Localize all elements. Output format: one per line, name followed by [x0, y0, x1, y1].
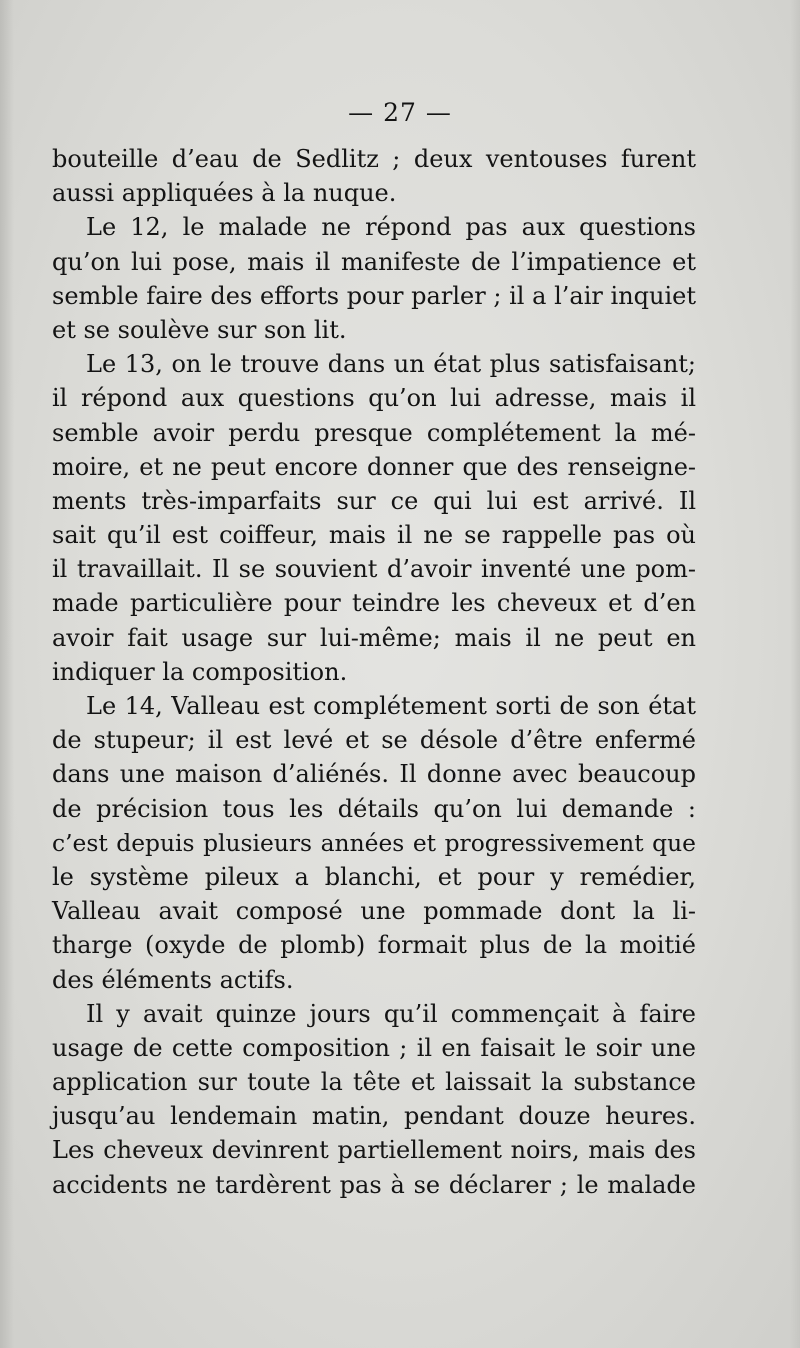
- paragraph-first-line: Il y avait quinze jours qu’il commençait à faire: [86, 999, 696, 1028]
- text-line: semble faire des efforts pour parler ; il a l’air inquiet: [52, 281, 696, 310]
- text-line: semble avoir perdu presque complétement la mé-: [52, 418, 696, 447]
- paragraph-first-line: Le 14, Valleau est complétement sorti de son état: [86, 692, 696, 720]
- text-line: indiquer la composition.: [52, 657, 348, 686]
- text-line: Les cheveux devinrent partiellement noirs, mais des: [52, 1136, 696, 1165]
- body-text: [52, 142, 696, 1202]
- text-line: usage de cette composition ; il en faisait le soir une: [52, 1033, 696, 1062]
- text-line: de précision tous les détails qu’on lui demande :: [52, 794, 696, 823]
- text-line: jusqu’au lendemain matin, pendant douze heures.: [52, 1102, 696, 1131]
- text-line: made particulière pour teindre les cheveux et d’en: [52, 589, 696, 618]
- text-line: qu’on lui pose, mais il manifeste de l’impatience et: [52, 247, 696, 276]
- text-line: et se soulève sur son lit.: [52, 315, 347, 344]
- text-line: Valleau avait composé une pommade dont la li-: [52, 897, 696, 926]
- text-line: ments très-imparfaits sur ce qui lui est arrivé. Il: [52, 486, 696, 515]
- paragraph-first-line: Le 13, on le trouve dans un état plus satisfaisant;: [86, 350, 696, 379]
- page-edge-shadow-right: [790, 0, 800, 1348]
- text-line: application sur toute la tête et laissait la substance: [52, 1068, 696, 1097]
- text-line: bouteille d’eau de Sedlitz ; deux ventouses furent: [52, 145, 696, 173]
- text-line: accidents ne tardèrent pas à se déclarer ; le malade: [52, 1170, 696, 1199]
- text-line: aussi appliquées à la nuque.: [52, 179, 397, 208]
- paragraph-first-line: Le 12, le malade ne répond pas aux questions: [86, 213, 696, 242]
- text-line: sait qu’il est coiffeur, mais il ne se rappelle pas où: [52, 521, 696, 550]
- text-line: il répond aux questions qu’on lui adresse, mais il: [52, 384, 696, 413]
- text-line: le système pileux a blanchi, et pour y remédier,: [52, 862, 696, 891]
- text-line: de stupeur; il est levé et se désole d’être enfermé: [52, 726, 696, 755]
- text-line: dans une maison d’aliénés. Il donne avec beaucoup: [52, 760, 696, 789]
- text-line: moire, et ne peut encore donner que des renseigne-: [52, 452, 696, 481]
- text-line: c’est depuis plusieurs années et progressivement que: [52, 828, 696, 857]
- page-edge-shadow-left: [0, 0, 14, 1348]
- text-line: des éléments actifs.: [52, 965, 294, 994]
- text-line: tharge (oxyde de plomb) formait plus de la moitié: [52, 931, 696, 960]
- page-number: — 27 —: [348, 98, 452, 127]
- text-line: il travaillait. Il se souvient d’avoir inventé une pom-: [52, 555, 696, 584]
- text-line: avoir fait usage sur lui-même; mais il ne peut en: [52, 623, 696, 652]
